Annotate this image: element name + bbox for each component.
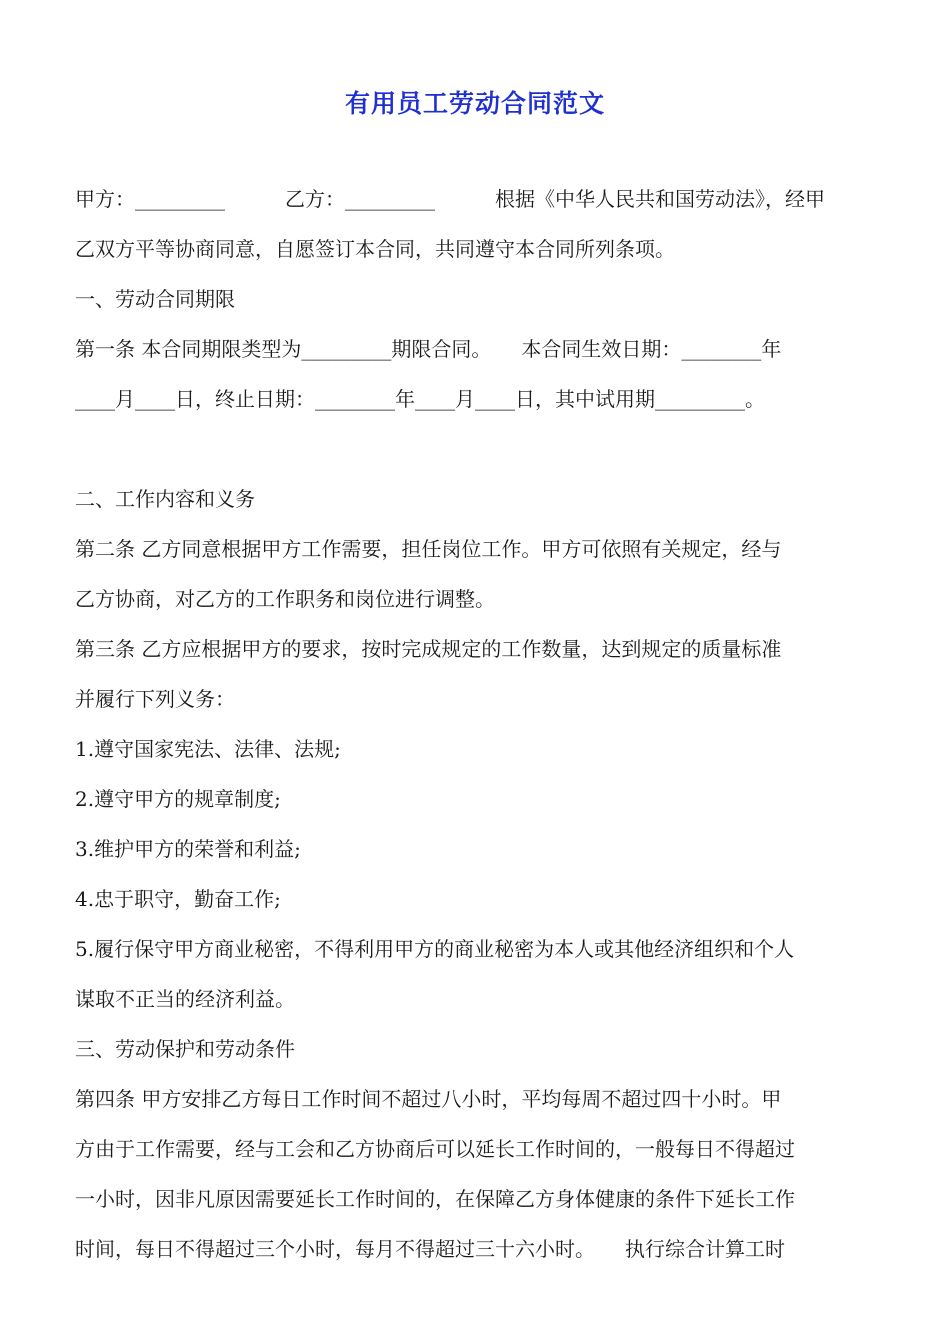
document-body bbox=[75, 174, 877, 1274]
list-item: 1.遵守国家宪法、法律、法规; bbox=[75, 737, 341, 761]
body-line: 并履行下列义务： bbox=[75, 687, 235, 711]
body-line: 乙双方平等协商同意，自愿签订本合同，共同遵守本合同所列条项。 bbox=[75, 237, 675, 261]
body-line: 第一条 本合同期限类型为_________期限合同。 本合同生效日期：________年 bbox=[75, 337, 782, 361]
body-line: 第四条 甲方安排乙方每日工作时间不超过八小时，平均每周不超过四十小时。甲 bbox=[75, 1087, 782, 1111]
list-item: 5.履行保守甲方商业秘密，不得利用甲方的商业秘密为本人或其他经济组织和个人 bbox=[75, 937, 795, 961]
blank-line bbox=[75, 424, 877, 474]
body-line: ____月____日，终止日期：________年____月____日，其中试用期_________。 bbox=[75, 387, 765, 411]
body-line: 一小时，因非凡原因需要延长工作时间的，在保障乙方身体健康的条件下延长工作 bbox=[75, 1187, 795, 1211]
body-line: 乙方协商，对乙方的工作职务和岗位进行调整。 bbox=[75, 587, 495, 611]
body-line: 甲方：_________ 乙方：_________ 根据《中华人民共和国劳动法》，经甲 bbox=[75, 187, 825, 211]
body-line: 方由于工作需要，经与工会和乙方协商后可以延长工作时间的，一般每日不得超过 bbox=[75, 1137, 795, 1161]
list-item: 2.遵守甲方的规章制度; bbox=[75, 787, 281, 811]
list-item: 4.忠于职守，勤奋工作; bbox=[75, 887, 281, 911]
section-heading: 二、工作内容和义务 bbox=[75, 487, 255, 511]
body-line: 第二条 乙方同意根据甲方工作需要，担任岗位工作。甲方可依照有关规定，经与 bbox=[75, 537, 782, 561]
body-line: 时间，每日不得超过三个小时，每月不得超过三十六小时。 执行综合计算工时 bbox=[75, 1237, 785, 1261]
body-line: 第三条 乙方应根据甲方的要求，按时完成规定的工作数量，达到规定的质量标准 bbox=[75, 637, 782, 661]
body-line: 谋取不正当的经济利益。 bbox=[75, 987, 295, 1011]
document-title: 有用员工劳动合同范文 bbox=[344, 89, 605, 118]
list-item: 3.维护甲方的荣誉和利益; bbox=[75, 837, 301, 861]
section-heading: 一、劳动合同期限 bbox=[75, 287, 235, 311]
section-heading: 三、劳动保护和劳动条件 bbox=[75, 1037, 295, 1061]
